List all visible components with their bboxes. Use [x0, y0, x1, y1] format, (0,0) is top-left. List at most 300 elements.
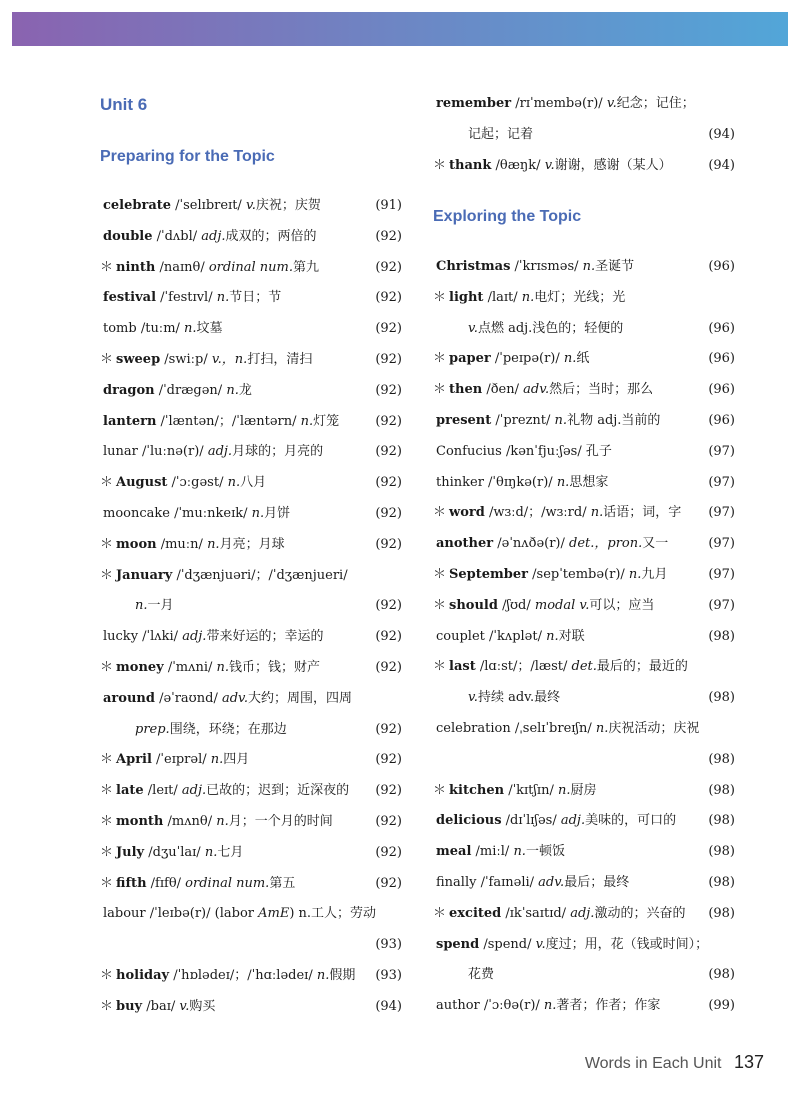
word-entry [100, 195, 402, 217]
new-word-star-icon: ＊ [433, 505, 447, 521]
word-entry [100, 472, 402, 494]
definition: 礼物 adj.当前的 [567, 413, 661, 428]
entry-text [100, 719, 287, 741]
new-word-star-icon: ＊ [433, 289, 447, 305]
new-word-star-icon: ＊ [100, 783, 114, 799]
page-reference: (97) [708, 474, 735, 490]
new-word-star-icon: ＊ [433, 597, 447, 613]
headword: remember [436, 96, 512, 111]
headword: April [116, 752, 152, 768]
headword: kitchen [449, 782, 505, 798]
entry-text [100, 503, 290, 525]
part-of-speech: n. [554, 413, 568, 428]
part-of-speech: v. [245, 198, 256, 213]
entry-text [433, 964, 494, 986]
definition: 假期 [329, 968, 356, 983]
entry-text [433, 533, 668, 555]
word-entry [433, 256, 735, 278]
word-entry [100, 688, 402, 710]
definition: 对联 [558, 628, 585, 644]
definition: 纪念；记住； [616, 96, 695, 111]
part-of-speech: n. [590, 505, 604, 521]
definition: 灯笼 [313, 413, 340, 429]
page-reference: (94) [708, 127, 735, 142]
entry-text [100, 749, 249, 771]
section-title-exploring: Exploring the Topic [433, 208, 582, 225]
phonetic: /mʌnθ/ [163, 814, 217, 829]
headword: late [116, 783, 144, 799]
page-reference: (97) [708, 536, 735, 552]
headword: lunar [103, 444, 138, 460]
word-entry [100, 565, 402, 587]
part-of-speech: n. [582, 259, 596, 274]
phonetic: /ˈkrɪsməs/ [510, 259, 583, 274]
phonetic: /ˈpreznt/ [491, 413, 555, 428]
page-reference: (98) [708, 813, 735, 829]
page-reference: (93) [375, 968, 402, 983]
word-entry [100, 534, 402, 556]
definition: 持续 adv.最终 [477, 690, 561, 706]
new-word-star-icon: ＊ [100, 968, 114, 983]
headword: Confucius [436, 443, 502, 459]
page-reference: (92) [375, 413, 402, 429]
page-reference: (97) [708, 567, 735, 582]
definition: 美味的，可口的 [585, 813, 677, 829]
part-of-speech: v. [179, 998, 190, 1014]
page-reference: (92) [375, 352, 402, 367]
word-entry [100, 287, 402, 309]
word-entry [100, 226, 402, 248]
new-word-star-icon: ＊ [433, 382, 447, 398]
word-entry [433, 502, 735, 524]
phonetic: /baɪ/ [142, 998, 180, 1014]
definition: 圣诞节 [595, 259, 635, 274]
part-of-speech: adv. [523, 382, 550, 398]
part-of-speech: n. [557, 782, 571, 798]
new-word-star-icon: ＊ [433, 905, 447, 921]
entry-text [100, 411, 339, 433]
entry-text [100, 934, 103, 956]
entry-text [433, 749, 436, 771]
part-of-speech: n. [216, 814, 229, 829]
part-of-speech: n. [543, 998, 557, 1014]
entry-text [100, 626, 323, 648]
headword: money [116, 660, 164, 675]
headword: August [116, 475, 168, 491]
page-reference: (99) [708, 998, 735, 1014]
word-entry [433, 533, 735, 555]
headword: present [436, 413, 492, 428]
phonetic: /ˌselɪˈbreɪʃn/ [510, 721, 596, 736]
page-reference: (97) [708, 443, 735, 459]
definition: 激动的；兴奋的 [594, 905, 686, 921]
word-entry [100, 842, 402, 864]
definition: 又一 [642, 536, 669, 552]
definition: 八月 [240, 475, 267, 491]
part-of-speech: v. [535, 936, 546, 952]
entry-text [433, 379, 653, 401]
phonetic: /ʃʊd/ [497, 597, 535, 613]
word-entry [433, 93, 735, 115]
headword: thank [449, 158, 492, 173]
new-word-star-icon: ＊ [100, 875, 114, 891]
new-word-star-icon: ＊ [100, 814, 114, 829]
page-reference: (92) [375, 721, 402, 737]
new-word-star-icon: ＊ [433, 782, 447, 798]
definition: 成双的；两倍的 [225, 228, 317, 244]
part-of-speech: AmE [258, 906, 290, 922]
word-entry [100, 503, 402, 525]
headword: around [103, 690, 155, 706]
part-of-speech: n. [210, 752, 224, 768]
entry-text [100, 965, 355, 987]
phonetic: /kənˈfjuːʃəs/ [501, 443, 586, 459]
word-entry [100, 380, 402, 402]
header-color-band [12, 12, 788, 46]
page-reference: (96) [708, 351, 735, 367]
definition: 思想家 [569, 474, 609, 490]
part-of-speech: det. [571, 659, 597, 675]
entry-text [433, 656, 688, 678]
entry-text [433, 256, 634, 278]
phonetic: /ˈleɪbə(r)/ (labor [145, 906, 259, 922]
entry-text [433, 872, 629, 894]
part-of-speech: adj. [570, 905, 595, 921]
definition: 钱币；钱；财产 [229, 660, 321, 675]
word-entry [100, 411, 402, 433]
definition: 坟墓 [196, 321, 223, 337]
headword: dragon [103, 382, 155, 398]
part-of-speech: n. [184, 321, 197, 337]
entry-text [433, 718, 699, 740]
page-reference: (96) [708, 320, 735, 336]
part-of-speech: ordinal num. [208, 259, 293, 275]
part-of-speech: adj. [201, 228, 226, 244]
page-reference: (97) [708, 505, 735, 521]
phonetic: /əˈnʌðə(r)/ [493, 536, 570, 552]
page-reference: (93) [375, 937, 402, 953]
word-entry [433, 780, 735, 802]
entry-text [100, 903, 376, 925]
part-of-speech: n. [216, 290, 230, 306]
entry-text [100, 996, 215, 1018]
headword: word [449, 505, 485, 521]
definition: 七月 [217, 844, 244, 860]
phonetic: /laɪt/ [483, 289, 522, 305]
part-of-speech: v.，n. [211, 352, 248, 367]
definition: 然后；当时；那么 [549, 382, 654, 398]
definition: 最后；最终 [564, 875, 630, 890]
part-of-speech: n. [300, 413, 314, 429]
part-of-speech: v. [468, 320, 478, 336]
page-reference: (94) [708, 158, 735, 173]
definition: 庆祝活动；庆祝 [608, 721, 700, 736]
headword: labour [103, 906, 146, 922]
new-word-star-icon: ＊ [100, 660, 114, 675]
new-word-star-icon: ＊ [100, 998, 114, 1014]
word-entry [433, 995, 735, 1017]
page-reference: (92) [375, 382, 402, 398]
entry-text [433, 287, 625, 309]
page-reference: (98) [708, 690, 735, 706]
headword: January [116, 567, 173, 583]
headword: spend [436, 936, 480, 952]
page-reference: (92) [375, 814, 402, 829]
definition: 带来好运的；幸运的 [206, 629, 324, 645]
definition: 四月 [223, 752, 250, 768]
word-entry [433, 348, 735, 370]
entry-text [433, 348, 589, 370]
entry-text [433, 595, 654, 617]
part-of-speech: n. [546, 628, 559, 644]
page-reference: (92) [375, 875, 402, 891]
phonetic: /ˈfestɪvl/ [156, 290, 217, 306]
entry-text [433, 472, 608, 494]
word-entry [433, 841, 735, 863]
part-of-speech: adv. [221, 690, 248, 706]
entry-text [433, 810, 676, 832]
word-entry [433, 626, 735, 648]
phonetic: /ˈdʒænjuəri/；/ˈdʒænjueri/ [172, 567, 348, 583]
new-word-star-icon: ＊ [100, 752, 114, 768]
definition: 记起；记着 [468, 127, 534, 142]
phonetic: /sepˈtembə(r)/ [528, 567, 629, 582]
entry-text [433, 780, 597, 802]
part-of-speech: n. [513, 844, 526, 860]
entry-text [100, 287, 281, 309]
page-reference: (92) [375, 752, 402, 768]
part-of-speech: ordinal num. [185, 875, 270, 891]
definition: 最后的；最近的 [596, 659, 688, 675]
entry-text [100, 657, 320, 679]
page-reference: (92) [375, 844, 402, 860]
definition: 孔子 [585, 443, 612, 459]
phonetic: /dʒuˈlaɪ/ [144, 844, 205, 860]
entry-text [100, 565, 348, 587]
word-entry [433, 318, 735, 340]
headword: double [103, 228, 153, 244]
headword: meal [436, 844, 472, 860]
definition: 九月 [641, 567, 668, 582]
phonetic: /miːl/ [471, 844, 514, 860]
entry-text [100, 318, 223, 340]
phonetic: /ˈluːnə(r)/ [137, 444, 208, 460]
phonetic: /ˈhɒlədeɪ/；/ˈhɑːlədeɪ/ [169, 968, 317, 983]
phonetic: /əˈraʊnd/ [154, 690, 222, 706]
part-of-speech: n. [628, 567, 642, 582]
entry-text [433, 934, 708, 956]
part-of-speech: n. [204, 844, 218, 860]
new-word-star-icon: ＊ [100, 259, 114, 275]
new-word-star-icon: ＊ [100, 536, 114, 552]
entry-text [100, 595, 174, 617]
headword: then [449, 382, 483, 398]
page-number: 137 [733, 1052, 764, 1072]
page-reference: (98) [708, 844, 735, 860]
entry-text [433, 903, 685, 925]
new-word-star-icon: ＊ [433, 567, 447, 582]
entry-text [433, 410, 660, 432]
headword: tomb [103, 321, 137, 337]
phonetic: /ˈkʌplət/ [484, 628, 547, 644]
definition: 月球的；月亮的 [232, 444, 324, 460]
new-word-star-icon: ＊ [433, 659, 447, 675]
phonetic: /ˈkɪtʃɪn/ [504, 782, 558, 798]
headword: excited [449, 905, 502, 921]
headword: last [449, 659, 476, 675]
page-reference: (94) [375, 998, 402, 1014]
part-of-speech: adj. [207, 444, 233, 460]
page-reference: (98) [708, 751, 735, 767]
word-entry [100, 441, 402, 463]
headword: lucky [103, 629, 139, 645]
entry-text [433, 155, 672, 177]
phonetic: /fɪfθ/ [146, 875, 186, 891]
phonetic: /wɜːd/；/wɜːrd/ [484, 505, 591, 521]
new-word-star-icon: ＊ [100, 475, 114, 491]
definition: 度过；用，花（钱或时间）； [545, 936, 709, 952]
definition: ) n.工人；劳动 [289, 906, 377, 922]
headword: thinker [436, 474, 484, 490]
word-entry [100, 873, 402, 895]
part-of-speech: n. [216, 660, 230, 675]
page-reference: (92) [375, 660, 402, 675]
page-reference: (98) [708, 875, 735, 890]
definition: 著者；作者；作家 [556, 998, 661, 1014]
definition: 点燃 adj.浅色的；轻便的 [477, 320, 624, 336]
definition: 打扫，清扫 [247, 352, 313, 367]
definition: 月；一个月的时间 [228, 814, 333, 829]
word-entry [100, 257, 402, 279]
page-footer [585, 1052, 764, 1073]
phonetic: /ˈpeɪpə(r)/ [490, 351, 564, 367]
phonetic: /leɪt/ [143, 783, 182, 799]
part-of-speech: v. [544, 158, 555, 173]
part-of-speech: n. [251, 506, 265, 521]
word-entry [433, 718, 735, 740]
new-word-star-icon: ＊ [433, 351, 447, 367]
headword: buy [116, 998, 143, 1014]
headword: should [449, 597, 498, 613]
word-entry [100, 595, 402, 617]
page-reference: (92) [375, 629, 402, 645]
headword: ninth [116, 259, 156, 275]
word-entry [433, 379, 735, 401]
definition: 可以；应当 [589, 597, 655, 613]
unit-title: Unit 6 [100, 95, 148, 114]
page-reference: (92) [375, 475, 402, 491]
word-entry [100, 349, 402, 371]
entry-text [100, 257, 319, 279]
part-of-speech: n. [135, 598, 148, 614]
new-word-star-icon: ＊ [433, 158, 447, 173]
part-of-speech: adj. [182, 629, 207, 645]
page-reference: (92) [375, 444, 402, 460]
part-of-speech: prep. [135, 721, 170, 737]
entry-text [100, 842, 243, 864]
page-reference: (92) [375, 598, 402, 614]
word-entry [100, 719, 402, 741]
word-entry [433, 410, 735, 432]
entry-text [100, 873, 295, 895]
definition: 购买 [189, 998, 216, 1014]
phonetic: /naɪnθ/ [155, 259, 209, 275]
word-entry [100, 965, 402, 987]
word-entry [100, 749, 402, 771]
page-reference: (92) [375, 290, 402, 306]
page-reference: (92) [375, 259, 402, 275]
headword: festival [103, 290, 157, 306]
part-of-speech: v. [468, 690, 478, 706]
entry-text [100, 441, 323, 463]
page-reference: (92) [375, 228, 402, 244]
part-of-speech: n. [595, 721, 609, 736]
page-reference: (92) [375, 321, 402, 337]
word-entry [433, 155, 735, 177]
word-entry [100, 996, 402, 1018]
word-entry [433, 749, 735, 771]
word-entry [433, 124, 735, 146]
headword: fifth [116, 875, 147, 891]
definition: 话语；词，字 [603, 505, 682, 521]
entry-text [433, 318, 623, 340]
definition: 电灯；光线；光 [534, 289, 626, 305]
word-entry [433, 656, 735, 678]
entry-text [433, 441, 612, 463]
entry-text [100, 472, 266, 494]
phonetic: /ˈmʌni/ [163, 660, 217, 675]
new-word-star-icon: ＊ [100, 844, 114, 860]
part-of-speech: n. [316, 968, 330, 983]
word-entry [100, 626, 402, 648]
entry-text [433, 995, 660, 1017]
phonetic: /ˈlʌki/ [138, 629, 183, 645]
page-reference: (92) [375, 506, 402, 521]
part-of-speech: n. [207, 536, 220, 552]
phonetic: /ˈlæntən/；/ˈlæntərn/ [156, 413, 301, 429]
definition: 已故的；迟到；近深夜的 [206, 783, 350, 799]
phonetic: /ɪkˈsaɪtɪd/ [501, 905, 571, 921]
headword: mooncake [103, 506, 170, 521]
entry-text [100, 380, 252, 402]
new-word-star-icon: ＊ [100, 352, 114, 367]
word-entry [433, 595, 735, 617]
phonetic: /ðen/ [482, 382, 524, 398]
part-of-speech: v. [606, 96, 617, 111]
phonetic: /dɪˈlɪʃəs/ [501, 813, 561, 829]
entry-text [100, 780, 349, 802]
definition: 第九 [292, 259, 319, 275]
word-entry [433, 934, 735, 956]
page-reference: (98) [708, 782, 735, 798]
word-entry [100, 780, 402, 802]
phonetic: /θæŋk/ [491, 158, 545, 173]
headword: moon [116, 536, 157, 552]
part-of-speech: adj. [560, 813, 586, 829]
entry-text [433, 124, 533, 146]
entry-text [100, 226, 317, 248]
entry-text [433, 841, 565, 863]
definition: 谢谢，感谢（某人） [554, 158, 672, 173]
part-of-speech: n. [556, 474, 570, 490]
definition: 第五 [269, 875, 296, 891]
part-of-speech: adj. [181, 783, 207, 799]
word-entry [433, 287, 735, 309]
definition: 节日；节 [229, 290, 282, 306]
phonetic: /lɑːst/；/læst/ [475, 659, 572, 675]
entry-text [433, 502, 681, 524]
page-reference: (96) [708, 413, 735, 428]
